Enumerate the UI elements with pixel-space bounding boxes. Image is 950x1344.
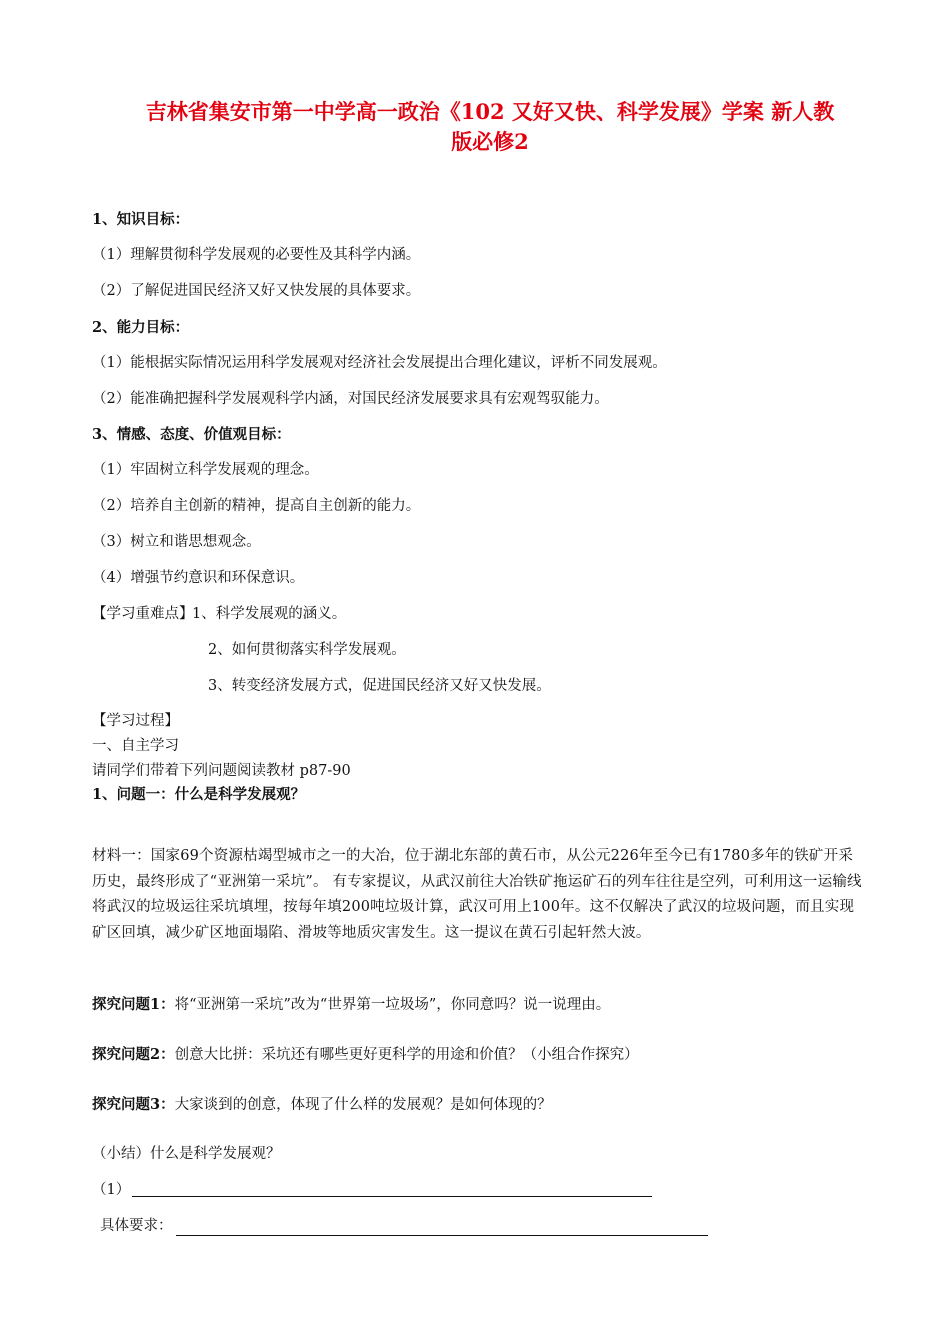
answer-blank-2[interactable] <box>176 1235 708 1236</box>
inquiry-question-2 <box>92 1045 639 1065</box>
inquiry-text: 创意大比拼：采坑还有哪些更好更科学的用途和价值？（小组合作探究） <box>174 1047 639 1063</box>
question-one: 1、问题一：什么是科学发展观？ <box>92 786 306 803</box>
knowledge-objective-item: （1）理解贯彻科学发展观的必要性及其科学内涵。 <box>92 247 421 263</box>
emotion-objective-item: （3）树立和谐思想观念。 <box>92 534 261 550</box>
inquiry-label: 探究问题3： <box>92 1096 175 1113</box>
emotion-objective-item: （4）增强节约意识和环保意识。 <box>92 570 305 586</box>
emotion-objectives-heading: 3、情感、态度、价值观目标： <box>92 426 291 443</box>
section-heading: 一、自主学习 <box>92 738 179 754</box>
ability-objective-item: （2）能准确把握科学发展观科学内涵，对国民经济发展要求具有宏观驾驭能力。 <box>92 391 609 407</box>
emotion-objective-item: （1）牢固树立科学发展观的理念。 <box>92 462 319 478</box>
document-title-line-2: 版必修2 <box>451 129 529 154</box>
answer-blank-1[interactable] <box>132 1196 652 1197</box>
inquiry-question-3 <box>92 1095 552 1115</box>
knowledge-objectives-heading: 1、知识目标： <box>92 211 190 228</box>
key-point-item: 3、转变经济发展方式，促进国民经济又好又快发展。 <box>208 678 551 694</box>
summary-question: （小结）什么是科学发展观？ <box>92 1146 281 1162</box>
document-title-line-1: 吉林省集安市第一中学高一政治《102 又好又快、科学发展》学案 新人教 <box>145 99 835 124</box>
key-point-item: 2、如何贯彻落实科学发展观。 <box>208 642 406 658</box>
inquiry-label: 探究问题2： <box>92 1046 175 1063</box>
emotion-objective-item: （2）培养自主创新的精神，提高自主创新的能力。 <box>92 498 421 514</box>
ability-objectives-heading: 2、能力目标： <box>92 319 190 336</box>
material-paragraph: 材料一：国家69个资源枯竭型城市之一的大冶，位于湖北东部的黄石市，从公元226年至今已有1780多年的铁矿开采历史，最终形成了“亚洲第一采坑”。 有专家提议，从武汉前往大冶铁矿拖运矿石的列车往往是空列，可利用这一运输线将武汉的垃圾运往采坑填埋，按每年填200吨垃圾计算，武汉可用上100年。这不仅解决了武汉的垃圾问题，而且实现矿区回填，减少矿区地面塌陷、滑坡等地质灾害发生。这一提议在黄石引起轩然大波。 <box>92 848 862 941</box>
key-point-item: 1、科学发展观的涵义。 <box>192 606 347 622</box>
reading-instruction: 请同学们带着下列问题阅读教材 p87-90 <box>92 763 351 779</box>
inquiry-text: 大家谈到的创意，体现了什么样的发展观？是如何体现的？ <box>174 1097 552 1113</box>
inquiry-text: 将“亚洲第一采坑”改为“世界第一垃圾场”，你同意吗？说一说理由。 <box>174 997 611 1013</box>
answer-blank-1-label: （1） <box>92 1182 131 1198</box>
key-points-label: 【学习重难点】 <box>92 606 194 622</box>
knowledge-objective-item: （2）了解促进国民经济又好又快发展的具体要求。 <box>92 283 421 299</box>
ability-objective-item: （1）能根据实际情况运用科学发展观对经济社会发展提出合理化建议，评析不同发展观。 <box>92 355 667 371</box>
learning-process-label: 【学习过程】 <box>92 713 179 729</box>
answer-blank-2-label: 具体要求： <box>100 1218 173 1234</box>
inquiry-question-1 <box>92 995 610 1015</box>
inquiry-label: 探究问题1： <box>92 996 175 1013</box>
